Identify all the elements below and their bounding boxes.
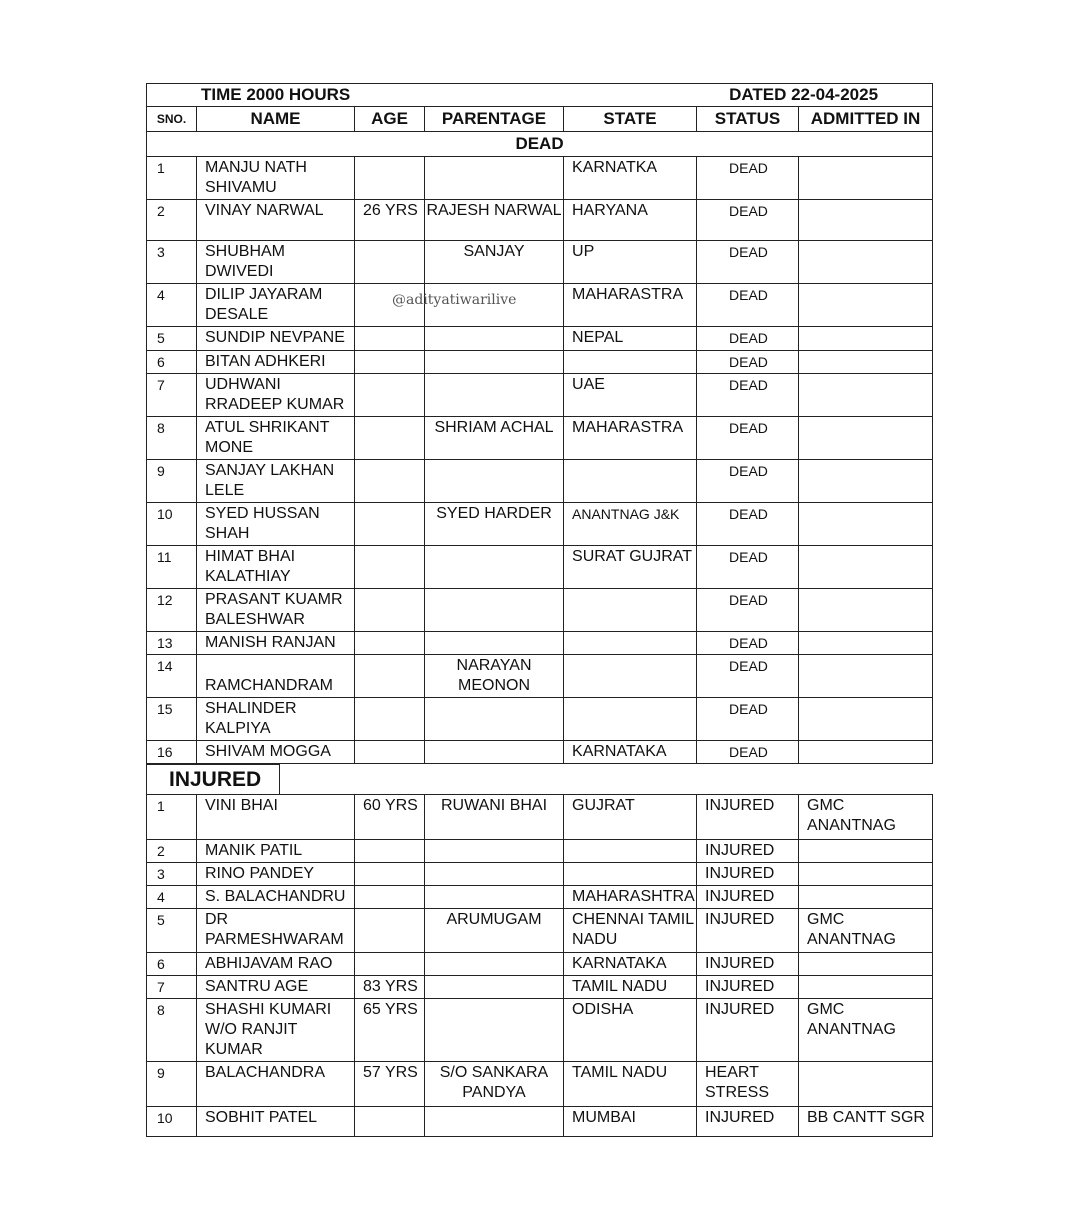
- row-sno: 5: [147, 327, 197, 351]
- column-header: AGE: [355, 107, 425, 132]
- row-sno: 9: [147, 1062, 197, 1107]
- row-admitted-in: [799, 374, 933, 417]
- dead-section-row: [147, 132, 933, 157]
- row-state: UAE: [564, 374, 697, 417]
- row-admitted-in: [799, 886, 933, 909]
- row-name: DR PARMESHWARAM: [197, 909, 355, 953]
- row-age: [355, 417, 425, 460]
- row-sno: 1: [147, 157, 197, 200]
- row-parentage: [425, 546, 564, 589]
- row-name: S. BALACHANDRU: [197, 886, 355, 909]
- row-name: SANJAY LAKHAN LELE: [197, 460, 355, 503]
- row-age: [355, 698, 425, 741]
- column-header-row: [147, 107, 933, 132]
- row-sno: 12: [147, 589, 197, 632]
- row-state: MAHARASTRA: [564, 284, 697, 327]
- row-state: HARYANA: [564, 200, 697, 241]
- table-row: [147, 840, 933, 863]
- row-age: [355, 840, 425, 863]
- row-state: [564, 698, 697, 741]
- table-row: [147, 200, 933, 241]
- row-age: 60 YRS: [355, 795, 425, 840]
- table-row: [147, 157, 933, 200]
- row-admitted-in: [799, 157, 933, 200]
- row-parentage: [425, 157, 564, 200]
- table-row: [147, 741, 933, 764]
- table-row: [147, 460, 933, 503]
- injured-table: [146, 794, 933, 1137]
- casualty-list-sheet: [146, 83, 932, 1137]
- row-status: DEAD: [697, 241, 799, 284]
- row-state: [564, 863, 697, 886]
- table-row: [147, 284, 933, 327]
- row-status: DEAD: [697, 200, 799, 241]
- column-header: STATE: [564, 107, 697, 132]
- row-name: SANTRU AGE: [197, 976, 355, 999]
- row-admitted-in: [799, 241, 933, 284]
- row-status: INJURED: [697, 1107, 799, 1137]
- dead-rows: [147, 157, 933, 764]
- row-name: ATUL SHRIKANT MONE: [197, 417, 355, 460]
- table-row: [147, 417, 933, 460]
- dead-section-label: DEAD: [147, 132, 933, 157]
- column-header: ADMITTED IN: [799, 107, 933, 132]
- row-state: ANANTNAG J&K: [564, 503, 697, 546]
- row-name: SUNDIP NEVPANE: [197, 327, 355, 351]
- row-admitted-in: [799, 546, 933, 589]
- injured-section-label: INJURED: [146, 764, 280, 794]
- row-status: DEAD: [697, 546, 799, 589]
- row-admitted-in: [799, 503, 933, 546]
- row-state: MAHARASHTRA: [564, 886, 697, 909]
- row-sno: 15: [147, 698, 197, 741]
- row-admitted-in: [799, 976, 933, 999]
- row-parentage: [425, 374, 564, 417]
- row-admitted-in: [799, 589, 933, 632]
- row-sno: 3: [147, 863, 197, 886]
- row-parentage: [425, 886, 564, 909]
- table-row: [147, 241, 933, 284]
- row-state: [564, 840, 697, 863]
- watermark-text: @adityatiwarilive: [392, 292, 517, 308]
- row-parentage: [425, 953, 564, 976]
- row-status: DEAD: [697, 589, 799, 632]
- row-status: DEAD: [697, 327, 799, 351]
- row-parentage: [425, 698, 564, 741]
- row-parentage: [425, 999, 564, 1062]
- row-sno: 5: [147, 909, 197, 953]
- row-state: MUMBAI: [564, 1107, 697, 1137]
- table-row: [147, 1062, 933, 1107]
- row-parentage: [425, 741, 564, 764]
- row-name: VINI BHAI: [197, 795, 355, 840]
- row-status: INJURED: [697, 953, 799, 976]
- table-row: [147, 886, 933, 909]
- row-name: SHALINDER KALPIYA: [197, 698, 355, 741]
- row-sno: 2: [147, 840, 197, 863]
- row-status: DEAD: [697, 157, 799, 200]
- row-parentage: [425, 460, 564, 503]
- row-name: MANJU NATH SHIVAMU: [197, 157, 355, 200]
- row-admitted-in: [799, 863, 933, 886]
- row-state: MAHARASTRA: [564, 417, 697, 460]
- row-state: NEPAL: [564, 327, 697, 351]
- row-name: RINO PANDEY: [197, 863, 355, 886]
- row-admitted-in: [799, 417, 933, 460]
- row-sno: 8: [147, 417, 197, 460]
- row-name: SHUBHAM DWIVEDI: [197, 241, 355, 284]
- row-parentage: [425, 589, 564, 632]
- row-age: [355, 953, 425, 976]
- row-parentage: RUWANI BHAI: [425, 795, 564, 840]
- row-age: 26 YRS: [355, 200, 425, 241]
- row-status: INJURED: [697, 999, 799, 1062]
- row-status: DEAD: [697, 698, 799, 741]
- row-state: ODISHA: [564, 999, 697, 1062]
- row-name: DILIP JAYARAM DESALE: [197, 284, 355, 327]
- row-admitted-in: GMC ANANTNAG: [799, 909, 933, 953]
- row-parentage: SANJAY: [425, 241, 564, 284]
- table-row: [147, 976, 933, 999]
- row-age: [355, 886, 425, 909]
- row-sno: 6: [147, 953, 197, 976]
- row-admitted-in: [799, 953, 933, 976]
- row-state: [564, 460, 697, 503]
- row-state: [564, 589, 697, 632]
- row-age: 83 YRS: [355, 976, 425, 999]
- row-name: BALACHANDRA: [197, 1062, 355, 1107]
- table-row: [147, 795, 933, 840]
- table-row: [147, 503, 933, 546]
- row-sno: 16: [147, 741, 197, 764]
- row-admitted-in: BB CANTT SGR: [799, 1107, 933, 1137]
- dead-table: [146, 83, 933, 764]
- row-admitted-in: [799, 698, 933, 741]
- table-row: [147, 351, 933, 374]
- row-age: [355, 632, 425, 655]
- row-parentage: [425, 863, 564, 886]
- row-parentage: [425, 351, 564, 374]
- report-date: DATED 22-04-2025: [564, 84, 933, 107]
- row-sno: 10: [147, 1107, 197, 1137]
- row-status: DEAD: [697, 741, 799, 764]
- row-admitted-in: [799, 840, 933, 863]
- row-sno: 14: [147, 655, 197, 698]
- row-state: [564, 632, 697, 655]
- row-admitted-in: GMC ANANTNAG: [799, 999, 933, 1062]
- row-status: INJURED: [697, 886, 799, 909]
- row-sno: 7: [147, 374, 197, 417]
- row-name: UDHWANI RRADEEP KUMAR: [197, 374, 355, 417]
- row-parentage: [425, 327, 564, 351]
- row-age: [355, 655, 425, 698]
- row-sno: 7: [147, 976, 197, 999]
- row-admitted-in: [799, 351, 933, 374]
- row-admitted-in: [799, 327, 933, 351]
- table-row: [147, 327, 933, 351]
- row-age: [355, 460, 425, 503]
- row-age: [355, 327, 425, 351]
- row-name: SHASHI KUMARI W/O RANJIT KUMAR: [197, 999, 355, 1062]
- row-sno: 9: [147, 460, 197, 503]
- row-parentage: SHRIAM ACHAL: [425, 417, 564, 460]
- injured-section-header: [146, 764, 932, 794]
- row-status: DEAD: [697, 655, 799, 698]
- row-status: INJURED: [697, 863, 799, 886]
- row-status: DEAD: [697, 417, 799, 460]
- table-row: [147, 546, 933, 589]
- row-sno: 4: [147, 886, 197, 909]
- column-header: PARENTAGE: [425, 107, 564, 132]
- row-status: DEAD: [697, 632, 799, 655]
- row-status: INJURED: [697, 976, 799, 999]
- table-row: [147, 953, 933, 976]
- row-status: DEAD: [697, 503, 799, 546]
- row-age: [355, 157, 425, 200]
- row-admitted-in: GMC ANANTNAG: [799, 795, 933, 840]
- row-parentage: ARUMUGAM: [425, 909, 564, 953]
- row-age: [355, 241, 425, 284]
- row-name: BITAN ADHKERI: [197, 351, 355, 374]
- row-name: MANIK PATIL: [197, 840, 355, 863]
- row-parentage: NARAYAN MEONON: [425, 655, 564, 698]
- row-state: TAMIL NADU: [564, 1062, 697, 1107]
- row-parentage: [425, 840, 564, 863]
- table-row: [147, 655, 933, 698]
- table-row: [147, 863, 933, 886]
- injured-rows: [147, 795, 933, 1137]
- row-age: [355, 374, 425, 417]
- row-age: [355, 589, 425, 632]
- row-name: MANISH RANJAN: [197, 632, 355, 655]
- row-sno: 2: [147, 200, 197, 241]
- row-sno: 8: [147, 999, 197, 1062]
- table-row: [147, 999, 933, 1062]
- row-status: HEART STRESS: [697, 1062, 799, 1107]
- row-age: 65 YRS: [355, 999, 425, 1062]
- row-age: [355, 351, 425, 374]
- column-header: SNO.: [147, 107, 197, 132]
- row-parentage: [425, 1107, 564, 1137]
- row-status: INJURED: [697, 840, 799, 863]
- row-sno: 10: [147, 503, 197, 546]
- row-admitted-in: [799, 741, 933, 764]
- row-parentage: [425, 632, 564, 655]
- row-state: CHENNAI TAMIL NADU: [564, 909, 697, 953]
- row-admitted-in: [799, 655, 933, 698]
- row-state: KARNATAKA: [564, 953, 697, 976]
- row-sno: 1: [147, 795, 197, 840]
- table-row: [147, 909, 933, 953]
- row-parentage: RAJESH NARWAL: [425, 200, 564, 241]
- table-row: [147, 589, 933, 632]
- row-status: INJURED: [697, 795, 799, 840]
- column-header: STATUS: [697, 107, 799, 132]
- row-age: [355, 1107, 425, 1137]
- row-name: RAMCHANDRAM: [197, 655, 355, 698]
- row-parentage: [425, 976, 564, 999]
- row-state: KARNATAKA: [564, 741, 697, 764]
- row-parentage: S/O SANKARA PANDYA: [425, 1062, 564, 1107]
- row-age: [355, 741, 425, 764]
- row-sno: 4: [147, 284, 197, 327]
- row-name: VINAY NARWAL: [197, 200, 355, 241]
- row-admitted-in: [799, 460, 933, 503]
- row-age: 57 YRS: [355, 1062, 425, 1107]
- row-state: [564, 655, 697, 698]
- row-state: KARNATKA: [564, 157, 697, 200]
- table-row: [147, 1107, 933, 1137]
- row-status: INJURED: [697, 909, 799, 953]
- report-time: TIME 2000 HOURS: [147, 84, 564, 107]
- row-state: SURAT GUJRAT: [564, 546, 697, 589]
- row-sno: 6: [147, 351, 197, 374]
- row-name: ABHIJAVAM RAO: [197, 953, 355, 976]
- row-name: PRASANT KUAMR BALESHWAR: [197, 589, 355, 632]
- row-state: GUJRAT: [564, 795, 697, 840]
- row-sno: 11: [147, 546, 197, 589]
- row-admitted-in: [799, 200, 933, 241]
- table-row: [147, 698, 933, 741]
- row-name: SOBHIT PATEL: [197, 1107, 355, 1137]
- row-state: TAMIL NADU: [564, 976, 697, 999]
- row-admitted-in: [799, 632, 933, 655]
- row-status: DEAD: [697, 374, 799, 417]
- row-state: [564, 351, 697, 374]
- row-parentage: SYED HARDER: [425, 503, 564, 546]
- row-status: DEAD: [697, 460, 799, 503]
- row-age: [355, 503, 425, 546]
- row-admitted-in: [799, 1062, 933, 1107]
- row-sno: 3: [147, 241, 197, 284]
- row-admitted-in: [799, 284, 933, 327]
- row-age: [355, 863, 425, 886]
- row-status: DEAD: [697, 351, 799, 374]
- table-row: [147, 632, 933, 655]
- row-state: UP: [564, 241, 697, 284]
- row-name: HIMAT BHAI KALATHIAY: [197, 546, 355, 589]
- row-status: DEAD: [697, 284, 799, 327]
- row-name: SHIVAM MOGGA: [197, 741, 355, 764]
- row-age: [355, 909, 425, 953]
- row-age: [355, 546, 425, 589]
- row-sno: 13: [147, 632, 197, 655]
- column-header: NAME: [197, 107, 355, 132]
- table-row: [147, 374, 933, 417]
- row-name: SYED HUSSAN SHAH: [197, 503, 355, 546]
- title-row: [147, 84, 933, 107]
